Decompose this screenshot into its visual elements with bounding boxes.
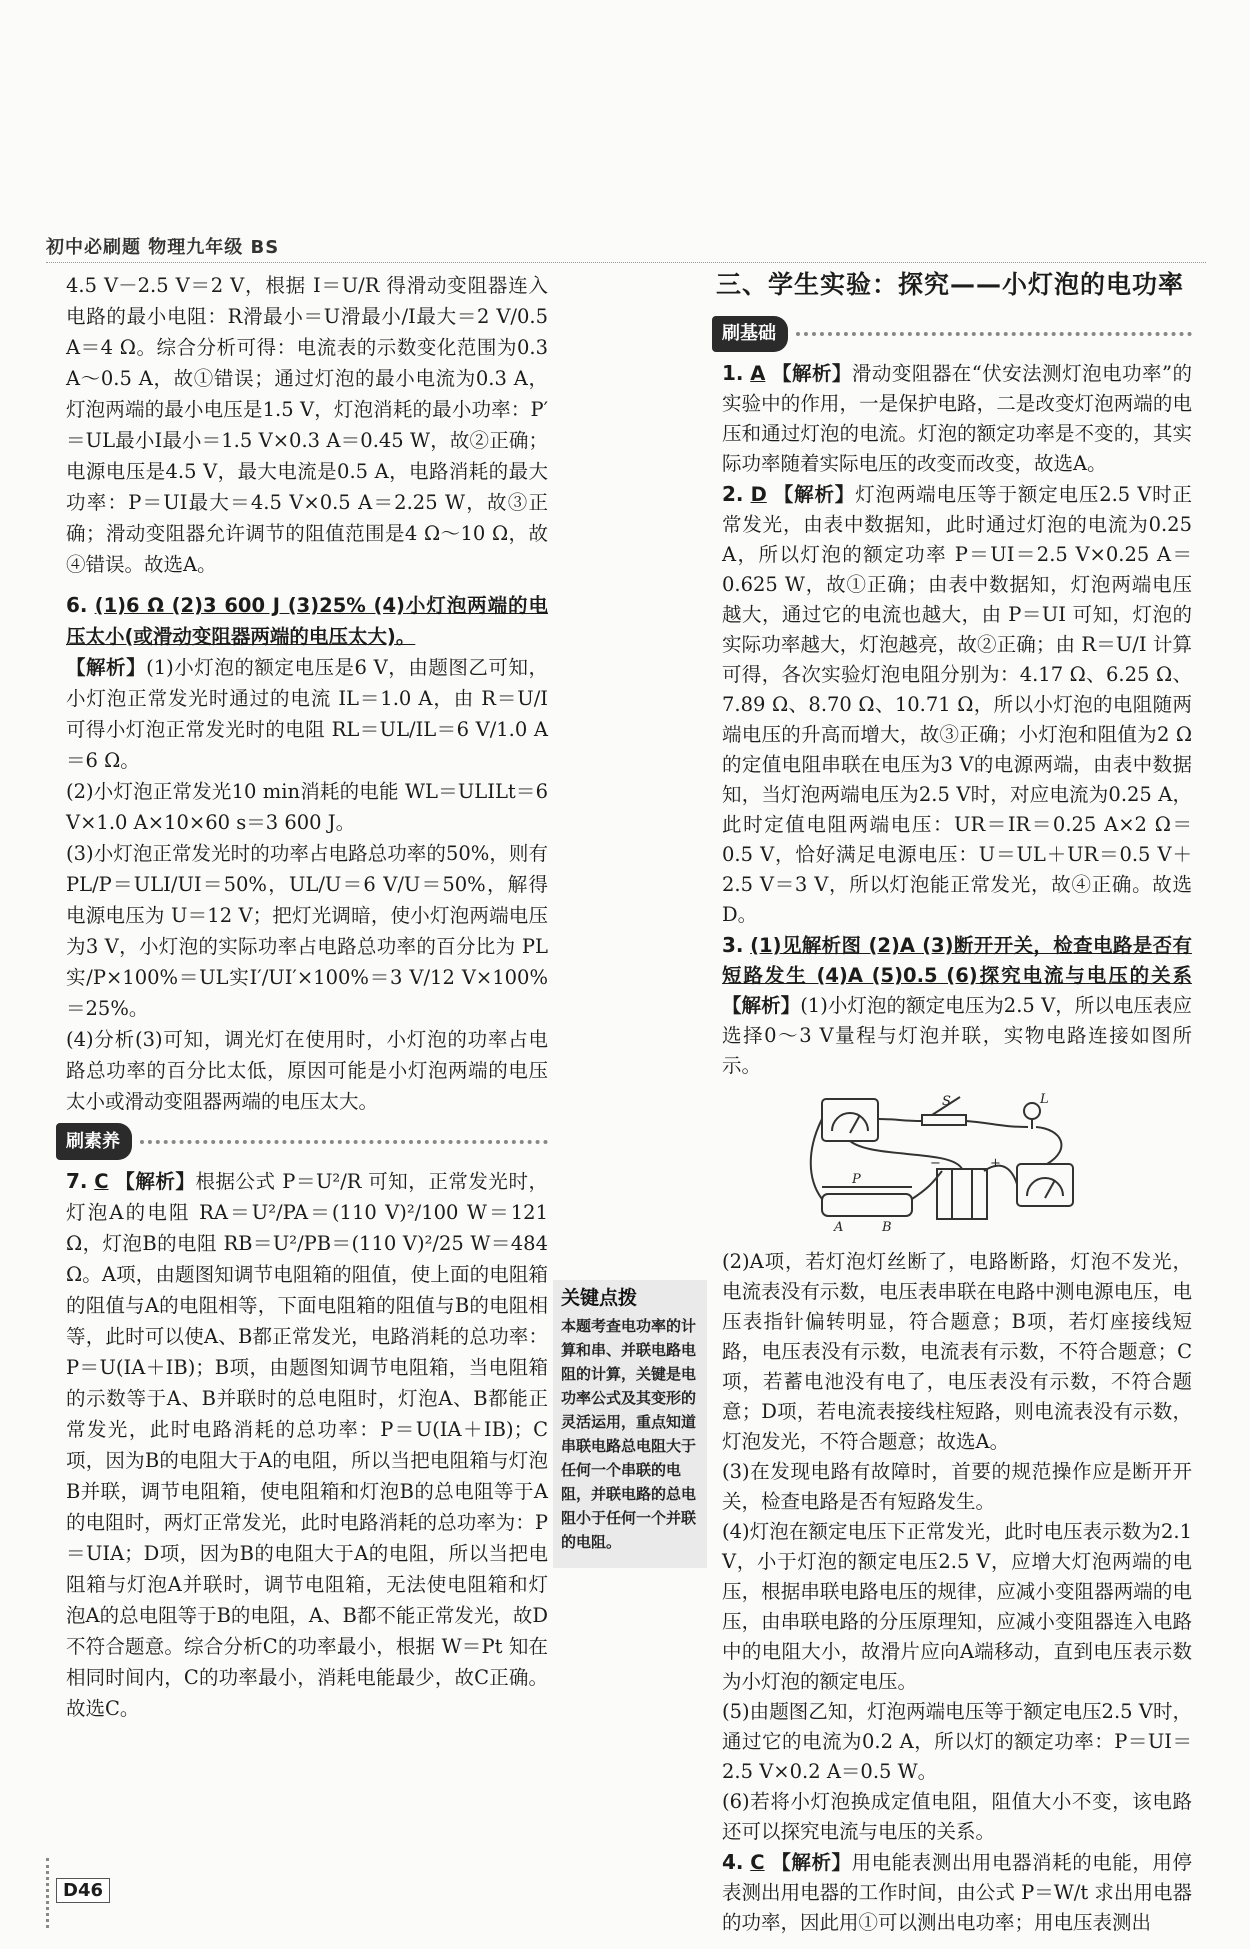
section-badge-jichu: 刷基础 <box>712 316 788 352</box>
section-title: 三、学生实验：探究——小灯泡的电功率 <box>716 270 1185 299</box>
q1-answer: A <box>750 362 766 385</box>
q3-number: 3. <box>722 933 744 957</box>
rheostat-icon <box>822 1194 912 1216</box>
q6-part2: (2)小灯泡正常发光10 min消耗的电能 WL＝ULILt＝6 V×1.0 A×10×60 s＝3 600 J。 <box>66 780 548 834</box>
q3-text1: (1)小灯泡的额定电压为2.5 V，所以电压表应选择0～3 V量程与灯泡并联，实物电路连接如图所示。 <box>722 994 1192 1077</box>
running-header: 初中必刷题 物理九年级 BS <box>46 237 280 258</box>
battery-icon <box>937 1169 987 1219</box>
q7-number: 7. <box>66 1169 88 1193</box>
q4-text: 用电能表测出用电器消耗的电能，用停表测出用电器的工作时间，由公式 P＝W/t 求出用电器的功率，因此用①可以测出电功率；用电压表测出 <box>722 1851 1192 1934</box>
q2-text: 灯泡两端电压等于额定电压2.5 V时正常发光，由表中数据知，此时通过灯泡的电流为0.25 A，所以灯泡的额定功率 P＝UI＝2.5 V×0.25 A＝0.625 W，故①正确；由表中数据知，灯泡两端电压越大，通过它的电流也越大，由 P＝UI 可知，灯泡的实际功率越大，灯泡越亮，故②正确；由 R＝U/I 计算可得，各次实验灯泡电阻分别为：4.17 Ω、6.25 Ω、7.89 Ω、8.70 Ω、10.71 Ω，所以小灯泡的电阻随两端电压的升高而增大，故③正确；小灯泡和阻值为2 Ω的定值电阻串联在电压为3 V的电源两端，由表中数据知，当灯泡两端电压为2.5 V时，对应电流为0.25 A，此时定值电阻两端电压：UR＝IR＝0.25 A×2 Ω＝0.5 V，恰好满足电源电压：U＝UL＋UR＝0.5 V＋2.5 V＝3 V，所以灯泡能正常发光，故④正确。故选D。 <box>722 483 1193 926</box>
q4-number: 4. <box>722 1850 744 1874</box>
q3-jiexi-label: 【解析】 <box>722 994 801 1017</box>
tip-text: 本题考查电功率的计算和串、并联电路电阻的计算，关键是电功率公式及其变形的灵活运用，重点知道串联电路总电阻大于任何一个串联的电阻，并联电路的总电阻小于任何一个并联的电阻。 <box>561 1317 697 1551</box>
q2-number: 2. <box>722 482 744 506</box>
q6-part3: (3)小灯泡正常发光时的功率占电路总功率的50%，则有 PL/P＝ULI/UI＝50%，UL/U＝6 V/U＝50%，解得电源电压为 U＝12 V；把灯光调暗，使小灯泡两端电压为3 V，小灯泡的实际功率占电路总功率的百分比为 PL实/P×100%＝UL实I′/UI′×100%＝3 V/12 V×100%＝25%。 <box>66 842 548 1020</box>
q1-jiexi-label: 【解析】 <box>771 362 852 385</box>
voltmeter-icon <box>1017 1164 1073 1206</box>
q3-part6: (6)若将小灯泡换成定值电阻，阻值大小不变，该电路还可以探究电流与电压的关系。 <box>722 1790 1192 1843</box>
q6-number: 6. <box>66 593 88 617</box>
q1-block <box>722 358 1192 479</box>
label-b: B <box>882 1220 892 1235</box>
label-a: A <box>834 1220 844 1235</box>
q3-answer: (1)见解析图 (2)A (3)断开开关，检查电路是否有短路发生 (4)A (5)0.5 (6)探究电流与电压的关系 <box>722 934 1192 987</box>
ammeter-icon <box>822 1099 878 1141</box>
circuit-diagram <box>802 1089 1102 1239</box>
q5-continuation: 4.5 V－2.5 V＝2 V，根据 I＝U/R 得滑动变阻器连入电路的最小电阻：R滑最小＝U滑最小/I最大＝2 V/0.5 A＝4 Ω。综合分析可得：电流表的示数变化范围为0.3 A～0.5 A，故①错误；通过灯泡的最小电流为0.3 A，灯泡两端的最小电压是1.5 V，灯泡消耗的最小功率：P′＝UL最小I最小＝1.5 V×0.3 A＝0.45 W，故②正确；电源电压是4.5 V，最大电流是0.5 A，电路消耗的最大功率：P＝UI最大＝4.5 V×0.5 A＝2.25 W，故③正确；滑动变阻器允许调节的阻值范围是4 Ω～10 Ω，故④错误。故选A。 <box>66 274 548 576</box>
badge-row-suyang <box>66 1117 548 1166</box>
right-column <box>716 270 1193 1938</box>
q6-part4: (4)分析(3)可知，调光灯在使用时，小灯泡的功率占电路总功率的百分比太低，原因可能是小灯泡两端的电压太小或滑动变阻器两端的电压太大。 <box>66 1028 548 1113</box>
label-minus: − <box>930 1156 941 1171</box>
label-switch-s: S <box>942 1094 951 1109</box>
q4-block <box>722 1847 1192 1938</box>
q2-block <box>722 479 1192 930</box>
header-rule <box>46 262 1206 263</box>
q7-answer-text: C <box>94 1170 109 1193</box>
q1-number: 1. <box>722 361 744 385</box>
tip-title: 关键点拨 <box>561 1287 638 1309</box>
q3-part5: (5)由题图乙知，灯泡两端电压等于额定电压2.5 V时，通过它的电流为0.2 A，所以灯的额定功率：P＝UI＝2.5 V×0.2 A＝0.5 W。 <box>722 1700 1192 1783</box>
q6-answer-text: (1)6 Ω (2)3 600 J (3)25% (4)小灯泡两端的电压太小(或滑动变阻器两端的电压太大)。 <box>66 594 548 648</box>
q6-part1-text: (1)小灯泡的额定电压是6 V，由题图乙可知，小灯泡正常发光时通过的电流 IL＝1.0 A，由 R＝U/I 可得小灯泡正常发光时的电阻 RL＝UL/IL＝6 V/1.0 A＝6 Ω。 <box>66 656 548 772</box>
lamp-icon <box>1024 1103 1040 1119</box>
q3-block <box>722 930 1192 1081</box>
badge-dots <box>140 1140 548 1144</box>
left-column <box>66 270 548 1724</box>
label-lamp-l: L <box>1040 1092 1049 1107</box>
label-slider-p: P <box>852 1172 861 1187</box>
q6-part1 <box>66 652 548 776</box>
badge-row-jichu <box>722 310 1192 358</box>
section-badge-suyang: 刷素养 <box>56 1123 132 1160</box>
q4-answer: C <box>750 1851 765 1874</box>
q7-block <box>66 1166 548 1724</box>
q6-jiexi-label: 【解析】 <box>66 656 147 679</box>
page-number: D46 <box>56 1878 110 1903</box>
q1-text: 滑动变阻器在“伏安法测灯泡电功率”的实验中的作用，一是保护电路，二是改变灯泡两端的电压和通过灯泡的电流。灯泡的额定功率是不变的，其实际功率随着实际电压的改变而改变，故选A。 <box>722 362 1192 475</box>
q6-answer <box>66 590 548 652</box>
q7-jiexi-label: 【解析】 <box>115 1170 196 1193</box>
label-plus: + <box>990 1156 1001 1171</box>
switch-icon <box>922 1115 966 1125</box>
key-point-tip <box>553 1280 707 1568</box>
q3-part4: (4)灯泡在额定电压下正常发光，此时电压表示数为2.1 V，小于灯泡的额定电压2.5 V，应增大灯泡两端的电压，根据串联电路电压的规律，应减小变阻器两端的电压，由串联电路的分压原理知，应减小变阻器连入电路中的电阻大小，故滑片应向A端移动，直到电压表示数为小灯泡的额定电压。 <box>722 1520 1192 1693</box>
q3-part3: (3)在发现电路有故障时，首要的规范操作应是断开开关，检查电路是否有短路发生。 <box>722 1460 1192 1513</box>
badge-dots <box>796 332 1192 336</box>
q4-jiexi-label: 【解析】 <box>771 1851 852 1874</box>
q7-text: 根据公式 P＝U²/R 可知，正常发光时，灯泡A的电阻 RA＝U²/PA＝(110 V)²/100 W＝121 Ω，灯泡B的电阻 RB＝U²/PB＝(110 V)²/25 W＝484 Ω。A项，由题图知调节电阻箱的阻值，使上面的电阻箱的阻值与A的电阻相等，下面电阻箱的阻值与B的电阻相等，此时可以使A、B都正常发光，电路消耗的总功率：P＝U(IA＋IB)；B项，由题图知调节电阻箱，当电阻箱的示数等于A、B并联时的总电阻时，灯泡A、B都能正常发光，此时电路消耗的总功率：P＝U(IA＋IB)；C项，因为B的电阻大于A的电阻，所以当把电阻箱与灯泡B并联，调节电阻箱，使电阻箱和灯泡B的总电阻等于A的电阻时，两灯正常发光，此时电路消耗的总功率为：P＝UIA；D项，因为B的电阻大于A的电阻，所以当把电阻箱与灯泡A并联时，调节电阻箱，无法使电阻箱和灯泡A的总电阻等于B的电阻，A、B都不能正常发光，故D不符合题意。综合分析C的功率最小，根据 W＝Pt 知在相同时间内，C的功率最小，消耗电能最少，故C正确。故选C。 <box>66 1170 548 1720</box>
q2-jiexi-label: 【解析】 <box>773 483 856 506</box>
q3-part2: (2)A项，若灯泡灯丝断了，电路断路，灯泡不发光，电流表没有示数，电压表串联在电路中测电源电压，电压表指针偏转明显，符合题意；B项，若灯座接线短路，电压表没有示数，电流表有示数，不符合题意；C项，若蓄电池没有电了，电压表没有示数，不符合题意；D项，若电流表接线柱短路，则电流表没有示数，灯泡发光，不符合题意；故选A。 <box>722 1250 1192 1453</box>
q2-answer: D <box>750 483 767 506</box>
